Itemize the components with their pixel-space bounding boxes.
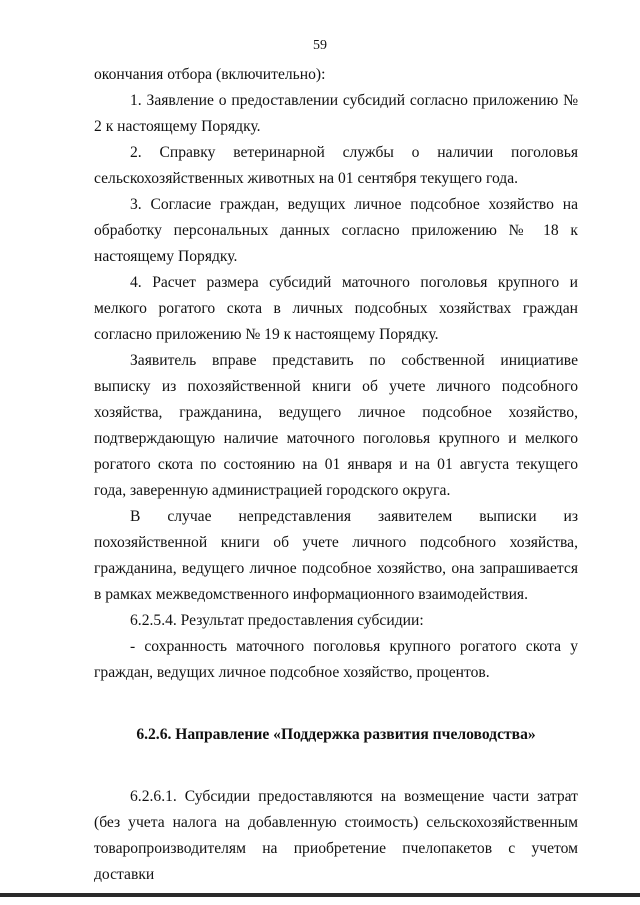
section-paragraph: 6.2.6.1. Субсидии предоставляются на возмещение части затрат (без учета налога на добавленную стоимость) сельскохозяйственным товаропроизводителям на приобретение пчелопакетов с учетом доставки [94,788,578,883]
paragraph-item-2: 2. Справку ветеринарной службы о наличии поголовья сельскохозяйственных животных на 01 сентября текущего года. [94,144,578,187]
paragraph-applicant-right: Заявитель вправе представить по собственной инициативе выписку из похозяйственной книги об учете личного подсобного хозяйства, гражданина, ведущего личное подсобное хозяйство, подтверждающую наличие маточного поголовья крупного и мелкого рогатого скота по состоянию на 01 января и на 01 августа текущего года, заверенную администрацией городского округа. [94,352,578,499]
paragraph-result-heading: 6.2.5.4. Результат предоставления субсидии: [130,612,424,629]
bottom-edge-rule [0,893,640,897]
paragraph-item-4: 4. Расчет размера субсидий маточного поголовья крупного и мелкого рогатого скота в личных подсобных хозяйствах граждан согласно приложению № 19 к настоящему Порядку. [94,274,578,343]
paragraph-result-item: - сохранность маточного поголовья крупного рогатого скота у граждан, ведущих личное подсобное хозяйство, процентов. [94,638,578,681]
section-heading: 6.2.6. Направление «Поддержка развития пчеловодства» [136,726,536,743]
paragraph-non-submission: В случае непредставления заявителем выписки из похозяйственной книги об учете личного подсобного хозяйства, гражданина, ведущего личное подсобное хозяйство, она запрашивается в рамках межведомственного информационного взаимодействия. [94,508,578,603]
paragraph-continuation: окончания отбора (включительно): [94,66,326,83]
page-number: 59 [313,38,327,53]
paragraph-item-1: 1. Заявление о предоставлении субсидий согласно приложению № 2 к настоящему Порядку. [94,92,578,135]
paragraph-item-3: 3. Согласие граждан, ведущих личное подсобное хозяйство на обработку персональных данных согласно приложению № 18 к настоящему Порядку. [94,196,578,265]
document-body [94,62,578,888]
